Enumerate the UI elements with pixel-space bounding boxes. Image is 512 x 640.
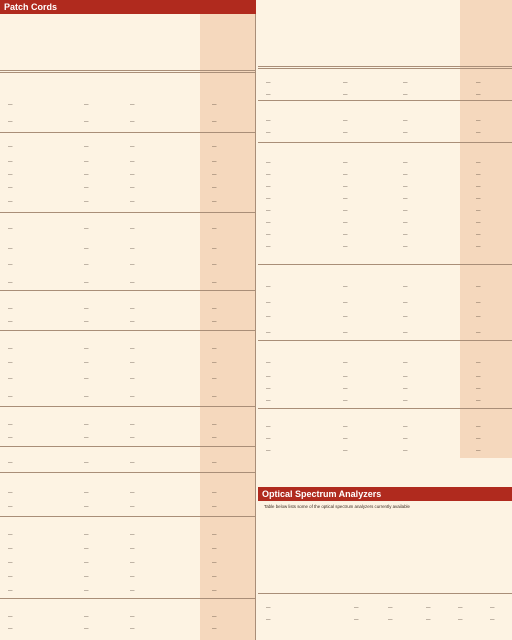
- table-cell: —: [212, 172, 217, 177]
- table-cell: —: [130, 246, 135, 251]
- table-cell: —: [476, 92, 481, 97]
- table-cell: —: [343, 330, 348, 335]
- table-cell: —: [403, 118, 408, 123]
- table-cell: —: [84, 532, 89, 537]
- table-cell: —: [458, 605, 463, 610]
- table-cell: —: [476, 448, 481, 453]
- table-cell: —: [490, 605, 495, 610]
- table-cell: —: [8, 588, 13, 593]
- table-cell: —: [130, 588, 135, 593]
- table-cell: —: [266, 330, 271, 335]
- table-cell: —: [343, 208, 348, 213]
- table-cell: —: [476, 436, 481, 441]
- table-cell: —: [212, 422, 217, 427]
- table-cell: —: [8, 306, 13, 311]
- table-cell: —: [266, 80, 271, 85]
- table-rule: [258, 66, 512, 67]
- table-cell: —: [212, 435, 217, 440]
- table-cell: —: [8, 262, 13, 267]
- table-rule: [258, 142, 512, 143]
- table-cell: —: [212, 504, 217, 509]
- table-cell: —: [476, 220, 481, 225]
- table-cell: —: [130, 490, 135, 495]
- table-cell: —: [130, 102, 135, 107]
- table-cell: —: [403, 232, 408, 237]
- table-rule: [0, 70, 256, 71]
- table-cell: —: [84, 159, 89, 164]
- table-cell: —: [403, 284, 408, 289]
- table-cell: —: [8, 546, 13, 551]
- table-cell: —: [84, 460, 89, 465]
- table-cell: —: [266, 605, 271, 610]
- table-cell: —: [266, 436, 271, 441]
- table-cell: —: [266, 374, 271, 379]
- table-cell: —: [130, 376, 135, 381]
- table-cell: —: [343, 130, 348, 135]
- table-rule: [258, 408, 512, 409]
- table-cell: —: [212, 199, 217, 204]
- table-cell: —: [343, 160, 348, 165]
- table-cell: —: [476, 424, 481, 429]
- table-cell: —: [8, 504, 13, 509]
- table-cell: —: [343, 448, 348, 453]
- table-cell: —: [343, 360, 348, 365]
- table-cell: —: [212, 226, 217, 231]
- table-cell: —: [8, 376, 13, 381]
- table-cell: —: [343, 386, 348, 391]
- table-cell: —: [403, 330, 408, 335]
- table-cell: —: [476, 314, 481, 319]
- table-cell: —: [476, 300, 481, 305]
- table-cell: —: [130, 306, 135, 311]
- table-rule: [258, 340, 512, 341]
- table-cell: —: [130, 546, 135, 551]
- table-cell: —: [8, 460, 13, 465]
- table-cell: —: [266, 220, 271, 225]
- table-cell: —: [476, 196, 481, 201]
- table-cell: —: [212, 185, 217, 190]
- table-cell: —: [266, 386, 271, 391]
- table-rule: [0, 72, 256, 73]
- table-cell: —: [212, 346, 217, 351]
- table-cell: —: [8, 159, 13, 164]
- table-cell: —: [266, 300, 271, 305]
- table-cell: —: [403, 184, 408, 189]
- table-cell: —: [8, 435, 13, 440]
- table-cell: —: [212, 159, 217, 164]
- table-cell: —: [403, 314, 408, 319]
- table-cell: —: [130, 614, 135, 619]
- table-cell: —: [130, 226, 135, 231]
- table-cell: —: [8, 144, 13, 149]
- table-cell: —: [476, 160, 481, 165]
- table-cell: —: [266, 184, 271, 189]
- table-rule: [0, 290, 256, 291]
- table-cell: —: [130, 394, 135, 399]
- table-cell: —: [8, 172, 13, 177]
- table-cell: —: [476, 130, 481, 135]
- table-cell: —: [343, 220, 348, 225]
- table-cell: —: [388, 617, 393, 622]
- table-cell: —: [130, 460, 135, 465]
- table-cell: —: [212, 119, 217, 124]
- table-cell: —: [130, 346, 135, 351]
- table-cell: —: [8, 560, 13, 565]
- table-cell: —: [130, 532, 135, 537]
- table-cell: —: [212, 376, 217, 381]
- table-rule: [0, 330, 256, 331]
- table-cell: —: [266, 160, 271, 165]
- table-cell: —: [130, 435, 135, 440]
- table-cell: —: [130, 119, 135, 124]
- table-cell: —: [84, 422, 89, 427]
- table-cell: —: [403, 80, 408, 85]
- table-cell: —: [266, 208, 271, 213]
- column-divider: [255, 14, 256, 640]
- table-cell: —: [476, 360, 481, 365]
- table-cell: —: [8, 360, 13, 365]
- table-cell: —: [8, 532, 13, 537]
- table-cell: —: [403, 398, 408, 403]
- table-cell: —: [84, 262, 89, 267]
- table-rule: [0, 446, 256, 447]
- table-cell: —: [84, 306, 89, 311]
- table-rule: [0, 472, 256, 473]
- table-rule: [0, 598, 256, 599]
- table-cell: —: [8, 346, 13, 351]
- table-cell: —: [476, 208, 481, 213]
- table-rule: [258, 264, 512, 265]
- table-cell: —: [130, 144, 135, 149]
- table-rule: [0, 406, 256, 407]
- table-cell: —: [84, 144, 89, 149]
- table-cell: —: [266, 232, 271, 237]
- table-cell: —: [130, 360, 135, 365]
- table-cell: —: [266, 448, 271, 453]
- shaded-column: [200, 14, 256, 640]
- table-cell: —: [212, 574, 217, 579]
- table-cell: —: [8, 422, 13, 427]
- table-cell: —: [354, 617, 359, 622]
- section-title-patch-cords: Patch Cords: [0, 0, 256, 14]
- table-rule: [0, 516, 256, 517]
- osa-intro-text: Table below lists some of the optical spectrum analyzers currently available: [264, 504, 410, 509]
- table-cell: —: [476, 330, 481, 335]
- table-cell: —: [343, 172, 348, 177]
- table-cell: —: [212, 532, 217, 537]
- table-cell: —: [403, 220, 408, 225]
- table-cell: —: [343, 436, 348, 441]
- table-cell: —: [266, 130, 271, 135]
- table-cell: —: [8, 574, 13, 579]
- table-cell: —: [476, 374, 481, 379]
- table-cell: —: [8, 614, 13, 619]
- table-cell: —: [266, 398, 271, 403]
- table-cell: —: [212, 144, 217, 149]
- table-cell: —: [212, 614, 217, 619]
- table-cell: —: [403, 360, 408, 365]
- table-rule: [0, 132, 256, 133]
- table-cell: —: [130, 280, 135, 285]
- table-cell: —: [84, 546, 89, 551]
- table-cell: —: [84, 199, 89, 204]
- table-cell: —: [403, 374, 408, 379]
- table-cell: —: [212, 306, 217, 311]
- table-cell: —: [490, 617, 495, 622]
- table-cell: —: [403, 300, 408, 305]
- table-cell: —: [266, 424, 271, 429]
- table-cell: —: [8, 226, 13, 231]
- table-cell: —: [343, 232, 348, 237]
- table-cell: —: [130, 262, 135, 267]
- table-cell: —: [343, 398, 348, 403]
- table-cell: —: [84, 435, 89, 440]
- table-cell: —: [403, 92, 408, 97]
- table-cell: —: [84, 490, 89, 495]
- right-upper-table: [258, 0, 512, 458]
- table-cell: —: [212, 246, 217, 251]
- table-cell: —: [84, 504, 89, 509]
- table-cell: —: [8, 102, 13, 107]
- table-cell: —: [130, 185, 135, 190]
- table-cell: —: [8, 394, 13, 399]
- table-cell: —: [8, 319, 13, 324]
- table-rule: [258, 68, 512, 69]
- table-cell: —: [130, 422, 135, 427]
- table-cell: —: [130, 172, 135, 177]
- table-cell: —: [403, 436, 408, 441]
- table-cell: —: [84, 102, 89, 107]
- patch-cords-table: [0, 14, 256, 640]
- table-cell: —: [84, 280, 89, 285]
- table-cell: —: [476, 232, 481, 237]
- table-cell: —: [354, 605, 359, 610]
- table-cell: —: [388, 605, 393, 610]
- table-cell: —: [212, 394, 217, 399]
- table-cell: —: [403, 386, 408, 391]
- table-cell: —: [84, 626, 89, 631]
- table-cell: —: [343, 184, 348, 189]
- table-cell: —: [84, 185, 89, 190]
- table-cell: —: [476, 118, 481, 123]
- table-cell: —: [343, 92, 348, 97]
- table-cell: —: [84, 588, 89, 593]
- table-cell: —: [343, 80, 348, 85]
- table-cell: —: [403, 244, 408, 249]
- table-cell: —: [84, 614, 89, 619]
- table-cell: —: [403, 160, 408, 165]
- table-cell: —: [8, 626, 13, 631]
- table-cell: —: [476, 184, 481, 189]
- osa-table: [258, 501, 512, 640]
- table-cell: —: [8, 280, 13, 285]
- table-cell: —: [84, 360, 89, 365]
- table-cell: —: [476, 80, 481, 85]
- table-cell: —: [84, 172, 89, 177]
- table-cell: —: [266, 617, 271, 622]
- table-cell: —: [84, 246, 89, 251]
- table-cell: —: [84, 319, 89, 324]
- table-cell: —: [8, 246, 13, 251]
- table-cell: —: [212, 588, 217, 593]
- table-cell: —: [84, 226, 89, 231]
- table-cell: —: [403, 172, 408, 177]
- table-cell: —: [266, 196, 271, 201]
- table-cell: —: [343, 300, 348, 305]
- table-cell: —: [266, 360, 271, 365]
- table-cell: —: [476, 172, 481, 177]
- table-cell: —: [266, 92, 271, 97]
- table-cell: —: [130, 199, 135, 204]
- table-cell: —: [130, 574, 135, 579]
- table-rule: [258, 593, 512, 594]
- table-cell: —: [403, 196, 408, 201]
- table-cell: —: [266, 118, 271, 123]
- table-cell: —: [266, 284, 271, 289]
- table-cell: —: [403, 130, 408, 135]
- table-cell: —: [343, 284, 348, 289]
- table-cell: —: [130, 159, 135, 164]
- table-cell: —: [403, 424, 408, 429]
- table-cell: —: [8, 490, 13, 495]
- table-cell: —: [266, 314, 271, 319]
- table-cell: —: [212, 560, 217, 565]
- table-cell: —: [212, 490, 217, 495]
- table-cell: —: [212, 319, 217, 324]
- table-cell: —: [426, 617, 431, 622]
- table-cell: —: [84, 560, 89, 565]
- table-cell: —: [426, 605, 431, 610]
- table-cell: —: [266, 172, 271, 177]
- table-cell: —: [130, 626, 135, 631]
- table-rule: [0, 212, 256, 213]
- table-cell: —: [84, 346, 89, 351]
- table-cell: —: [8, 119, 13, 124]
- table-cell: —: [212, 626, 217, 631]
- table-cell: —: [8, 185, 13, 190]
- table-cell: —: [403, 448, 408, 453]
- table-cell: —: [84, 376, 89, 381]
- table-cell: —: [130, 504, 135, 509]
- table-cell: —: [84, 119, 89, 124]
- table-cell: —: [403, 208, 408, 213]
- table-cell: —: [266, 244, 271, 249]
- table-cell: —: [476, 386, 481, 391]
- table-cell: —: [343, 374, 348, 379]
- table-cell: —: [212, 262, 217, 267]
- table-cell: —: [84, 574, 89, 579]
- table-cell: —: [212, 280, 217, 285]
- table-cell: —: [130, 560, 135, 565]
- table-cell: —: [8, 199, 13, 204]
- table-cell: —: [343, 118, 348, 123]
- table-cell: —: [476, 244, 481, 249]
- table-cell: —: [343, 244, 348, 249]
- table-cell: —: [343, 424, 348, 429]
- table-cell: —: [212, 102, 217, 107]
- table-cell: —: [212, 460, 217, 465]
- table-cell: —: [212, 360, 217, 365]
- table-cell: —: [84, 394, 89, 399]
- table-cell: —: [476, 398, 481, 403]
- table-cell: —: [343, 196, 348, 201]
- table-cell: —: [212, 546, 217, 551]
- table-cell: —: [458, 617, 463, 622]
- section-title-osa: Optical Spectrum Analyzers: [258, 487, 512, 501]
- table-cell: —: [130, 319, 135, 324]
- table-cell: —: [476, 284, 481, 289]
- table-rule: [258, 100, 512, 101]
- table-cell: —: [343, 314, 348, 319]
